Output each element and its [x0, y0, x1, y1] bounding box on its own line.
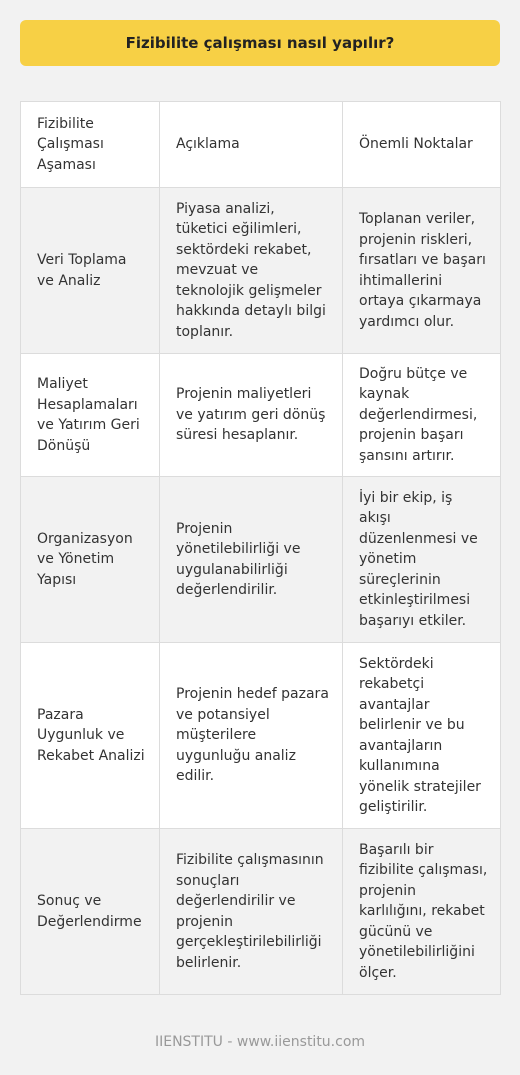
notes-cell: İyi bir ekip, iş akışı düzenlenmesi ve yönetim süreçlerinin etkinleştirilmesi başarıyı etkiler.: [343, 477, 501, 643]
table-row: [21, 477, 501, 643]
description-cell: Fizibilite çalışmasının sonuçları değerlendirilir ve projenin gerçekleştirilebilirliği belirlenir.: [160, 829, 343, 995]
description-cell: Projenin hedef pazara ve potansiyel müşterilere uygunluğu analiz edilir.: [160, 643, 343, 829]
stage-cell: Pazara Uygunluk ve Rekabet Analizi: [21, 643, 160, 829]
stage-cell: Organizasyon ve Yönetim Yapısı: [21, 477, 160, 643]
table-row: [21, 188, 501, 354]
stage-cell: Sonuç ve Değerlendirme: [21, 829, 160, 995]
description-cell: Projenin maliyetleri ve yatırım geri dönüş süresi hesaplanır.: [160, 354, 343, 477]
description-cell: Piyasa analizi, tüketici eğilimleri, sektördeki rekabet, mevzuat ve teknolojik gelişmeler hakkında detaylı bilgi toplanır.: [160, 188, 343, 354]
stage-cell: Veri Toplama ve Analiz: [21, 188, 160, 354]
column-header-description: Açıklama: [160, 102, 343, 188]
notes-cell: Sektördeki rekabetçi avantajlar belirlenir ve bu avantajların kullanımına yönelik stratejiler geliştirilir.: [343, 643, 501, 829]
description-cell: Projenin yönetilebilirliği ve uygulanabilirliği değerlendirilir.: [160, 477, 343, 643]
notes-cell: Başarılı bir fizibilite çalışması, projenin karlılığını, rekabet gücünü ve yönetilebilirliğini ölçer.: [343, 829, 501, 995]
column-header-notes: Önemli Noktalar: [343, 102, 501, 188]
feasibility-table: [20, 101, 501, 995]
column-header-stage: Fizibilite Çalışması Aşaması: [21, 102, 160, 188]
page-title: Fizibilite çalışması nasıl yapılır?: [20, 20, 500, 66]
notes-cell: Doğru bütçe ve kaynak değerlendirmesi, projenin başarı şansını artırır.: [343, 354, 501, 477]
footer-credit: IIENSTITU - www.iienstitu.com: [154, 1034, 366, 1050]
table-row: [21, 643, 501, 829]
table-row: [21, 829, 501, 995]
feasibility-table-container: [20, 101, 500, 995]
notes-cell: Toplanan veriler, projenin riskleri, fırsatları ve başarı ihtimallerini ortaya çıkarmaya yardımcı olur.: [343, 188, 501, 354]
table-row: [21, 354, 501, 477]
stage-cell: Maliyet Hesaplamaları ve Yatırım Geri Dönüşü: [21, 354, 160, 477]
table-header-row: [21, 102, 501, 188]
